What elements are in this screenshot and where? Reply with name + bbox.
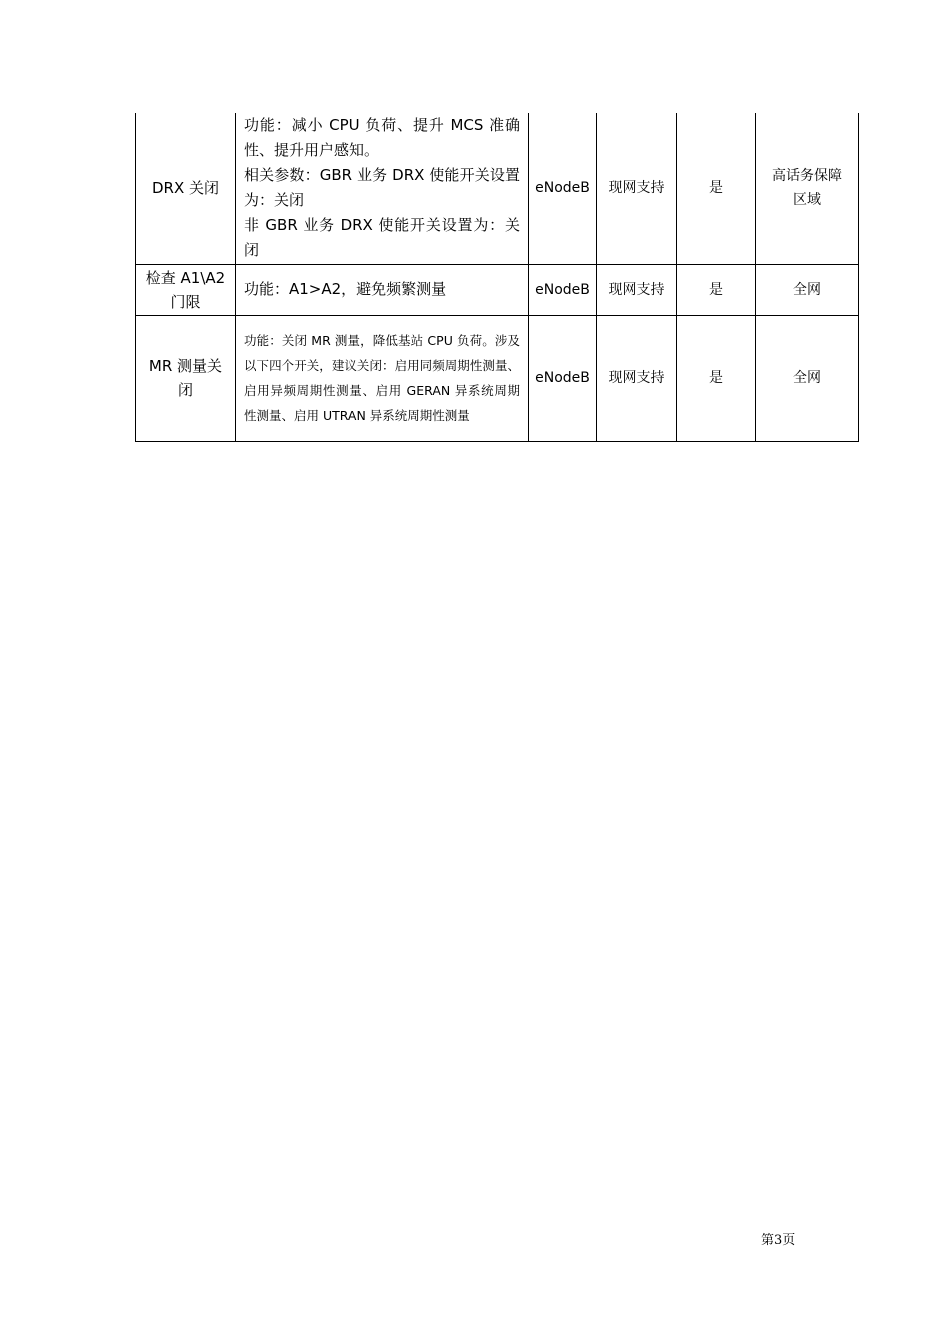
- support-status: 现网支持: [597, 315, 677, 441]
- description-line: 功能：关闭 MR 测量，降低基站 CPU 负荷。涉及以下四个开关，建议关闭：启用同频周期性测量、启用异频周期性测量、启用 GERAN 异系统周期性测量、启用 UTRAN 异系统周期性测量: [244, 333, 520, 423]
- description-line: 相关参数：GBR 业务 DRX 使能开关设置为：关闭: [244, 166, 520, 210]
- table-row: [136, 113, 859, 264]
- support-status: 现网支持: [597, 113, 677, 264]
- description-line: 功能：A1>A2，避免频繁测量: [244, 280, 447, 298]
- feature-description: [236, 264, 529, 315]
- feature-name: MR 测量关闭: [136, 315, 236, 441]
- node-type: eNodeB: [529, 264, 597, 315]
- feature-name: DRX 关闭: [136, 113, 236, 264]
- node-type: eNodeB: [529, 315, 597, 441]
- recommended-flag: 是: [677, 264, 756, 315]
- apply-scope: 全网: [756, 264, 859, 315]
- support-status: 现网支持: [597, 264, 677, 315]
- parameter-table: [135, 113, 859, 442]
- node-type: eNodeB: [529, 113, 597, 264]
- apply-scope: 全网: [756, 315, 859, 441]
- recommended-flag: 是: [677, 113, 756, 264]
- table-row: [136, 315, 859, 441]
- feature-name: 检查 A1\A2 门限: [136, 264, 236, 315]
- table-row: [136, 264, 859, 315]
- description-line: 非 GBR 业务 DRX 使能开关设置为：关闭: [244, 216, 520, 260]
- recommended-flag: 是: [677, 315, 756, 441]
- page-number: 第3页: [761, 1233, 796, 1248]
- apply-scope: 高话务保障区域: [756, 113, 859, 264]
- feature-description: [236, 113, 529, 264]
- feature-description: [236, 315, 529, 441]
- description-line: 功能：减小 CPU 负荷、提升 MCS 准确性、提升用户感知。: [244, 116, 520, 160]
